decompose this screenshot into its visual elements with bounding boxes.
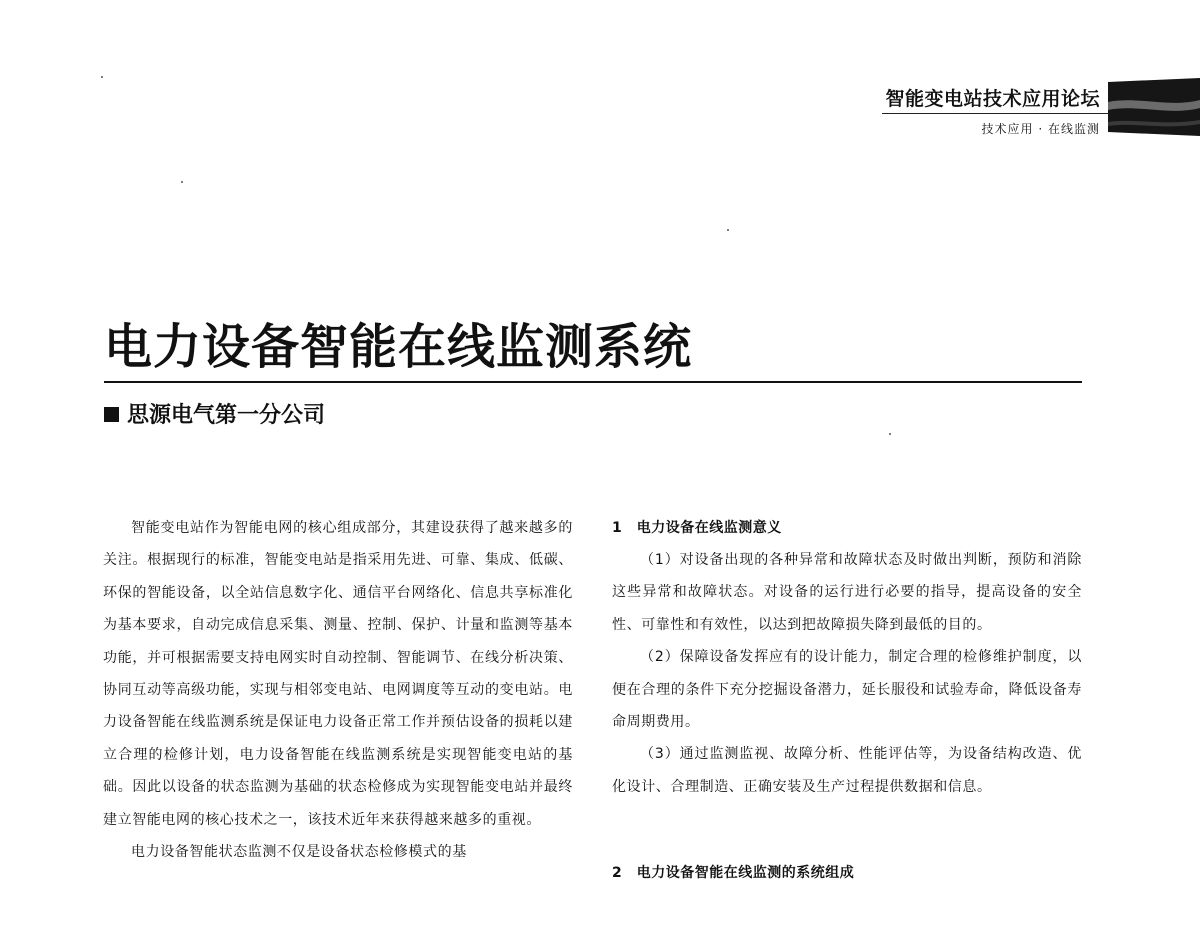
left-column xyxy=(103,512,573,868)
right-column xyxy=(612,512,1082,889)
list-item-3: （3）通过监测监视、故障分析、性能评估等，为设备结构改造、优化设计、合理制造、正确安装及生产过程提供数据和信息。 xyxy=(612,746,1082,795)
list-item-2: （2）保障设备发挥应有的设计能力，制定合理的检修维护制度，以便在合理的条件下充分挖掘设备潜力，延长服役和试验寿命，降低设备寿命周期费用。 xyxy=(612,649,1082,731)
article-title: 电力设备智能在线监测系统 xyxy=(104,319,693,375)
running-header xyxy=(870,78,1200,148)
section-heading-2: 2 电力设备智能在线监测的系统组成 xyxy=(612,865,855,882)
body-paragraph: 电力设备智能状态监测不仅是设备状态检修模式的基 xyxy=(131,844,467,861)
section-name: 智能变电站技术应用论坛 xyxy=(885,88,1100,110)
scan-speck xyxy=(727,229,729,231)
author-line xyxy=(104,398,325,429)
section-subtitle: 技术应用 · 在线监测 xyxy=(981,122,1100,136)
author-name: 思源电气第一分公司 xyxy=(127,403,326,428)
section-gap xyxy=(612,803,1082,857)
header-rule xyxy=(882,113,1108,114)
scan-speck xyxy=(101,76,103,78)
scan-speck xyxy=(889,433,891,435)
intro-paragraph: 智能变电站作为智能电网的核心组成部分，其建设获得了越来越多的关注。根据现行的标准，智能变电站是指采用先进、可靠、集成、低碳、环保的智能设备，以全站信息数字化、通信平台网络化、信息共享标准化为基本要求，自动完成信息采集、测量、控制、保护、计量和监测等基本功能，并可根据需要支持电网实时自动控制、智能调节、在线分析决策、协同互动等高级功能，实现与相邻变电站、电网调度等互动的变电站。电力设备智能在线监测系统是保证电力设备正常工作并预估设备的损耗以建立合理的检修计划，电力设备智能在线监测系统是实现智能变电站的基础。因此以设备的状态监测为基础的状态检修成为实现智能变电站并最终建立智能电网的核心技术之一，该技术近年来获得越来越多的重视。 xyxy=(103,520,573,828)
list-item-1: （1）对设备出现的各种异常和故障状态及时做出判断，预防和消除这些异常和故障状态。对设备的运行进行必要的指导，提高设备的安全性、可靠性和有效性，以达到把故障损失降到最低的目的。 xyxy=(612,552,1082,633)
title-rule xyxy=(104,381,1082,383)
section-heading-1: 1 电力设备在线监测意义 xyxy=(612,520,782,536)
square-bullet-icon xyxy=(104,407,119,422)
scan-speck xyxy=(181,181,183,183)
corner-tab-graphic xyxy=(1108,78,1200,136)
